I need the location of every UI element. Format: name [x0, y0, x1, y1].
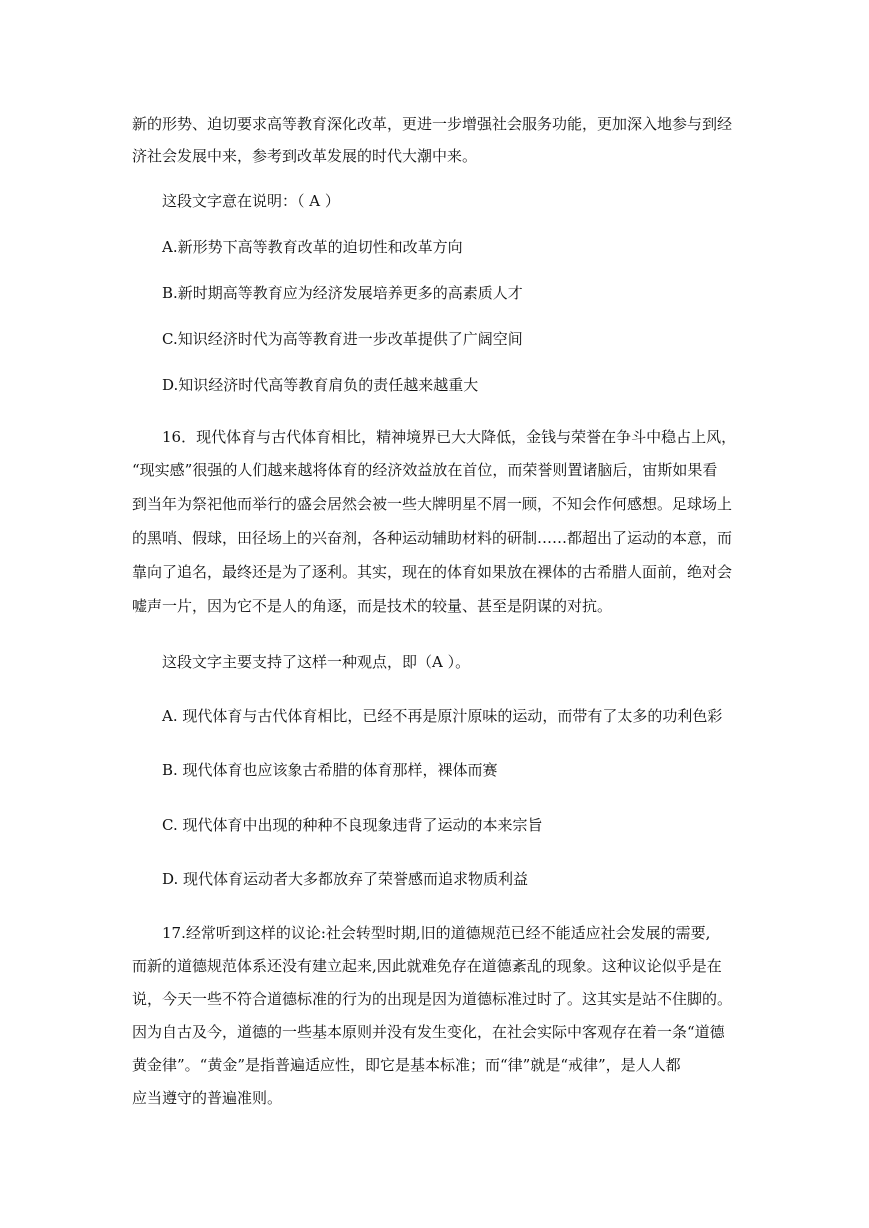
passage-17-line-2: 而新的道德规范体系还没有建立起来,因此就难免存在道德紊乱的现象。这种议论似乎是在 [132, 957, 722, 975]
question-16-option-a: A. 现代体育与古代体育相比，已经不再是原汁原味的运动，而带有了太多的功利色彩 [162, 707, 723, 725]
passage-17-line-1: 17.经常听到这样的议论:社会转型时期,旧的道德规范已经不能适应社会发展的需要, [162, 924, 711, 942]
question-15-option-a: A.新形势下高等教育改革的迫切性和改革方向 [162, 238, 463, 256]
passage-16-line-4: 的黑哨、假球，田径场上的兴奋剂，各种运动辅助材料的研制……都超出了运动的本意，而 [132, 529, 733, 547]
passage-16-line-6: 嘘声一片，因为它不是人的角逐，而是技术的较量、甚至是阴谋的对抗。 [132, 597, 613, 615]
passage-15-line-1: 新的形势、迫切要求高等教育深化改革，更进一步增强社会服务功能，更加深入地参与到经 [132, 115, 733, 133]
passage-17-line-4: 因为自古及今，道德的一些基本原则并没有发生变化，在社会实际中客观存在着一条“道德 [132, 1023, 725, 1041]
question-15-option-b: B.新时期高等教育应为经济发展培养更多的高素质人才 [162, 284, 523, 302]
passage-17-line-5: 黄金律”。“黄金”是指普遍适应性，即它是基本标准；而“律”就是“戒律”，是人人都 [132, 1056, 681, 1074]
passage-17-line-6: 应当遵守的普遍准则。 [132, 1089, 283, 1107]
question-15-stem: 这段文字意在说明：（ A ） [162, 192, 340, 210]
passage-16-line-3: 到当年为祭祀他而举行的盛会居然会被一些大牌明星不屑一顾，不知会作何感想。足球场上 [132, 495, 733, 513]
question-16-option-c: C. 现代体育中出现的种种不良现象违背了运动的本来宗旨 [162, 816, 543, 834]
passage-15-line-2: 济社会发展中来，参考到改革发展的时代大潮中来。 [132, 147, 478, 165]
passage-16-line-5: 靠向了追名，最终还是为了逐利。其实，现在的体育如果放在裸体的古希腊人面前，绝对会 [132, 563, 733, 581]
passage-16-line-2: “现实感”很强的人们越来越将体育的经济效益放在首位，而荣誉则置诸脑后，宙斯如果看 [132, 461, 718, 479]
question-16-option-d: D. 现代体育运动者大多都放弃了荣誉感而追求物质利益 [162, 870, 529, 888]
question-16-option-b: B. 现代体育也应该象古希腊的体育那样，裸体而赛 [162, 761, 498, 779]
passage-16-line-1: 16．现代体育与古代体育相比，精神境界已大大降低，金钱与荣誉在争斗中稳占上风， [162, 428, 737, 446]
question-16-stem: 这段文字主要支持了这样一种观点，即（A ）。 [162, 653, 471, 671]
passage-17-line-3: 说，今天一些不符合道德标准的行为的出现是因为道德标准过时了。这其实是站不住脚的。 [132, 990, 733, 1008]
question-15-option-d: D.知识经济时代高等教育肩负的责任越来越重大 [162, 376, 479, 394]
question-15-option-c: C.知识经济时代为高等教育进一步改革提供了广阔空间 [162, 330, 523, 348]
